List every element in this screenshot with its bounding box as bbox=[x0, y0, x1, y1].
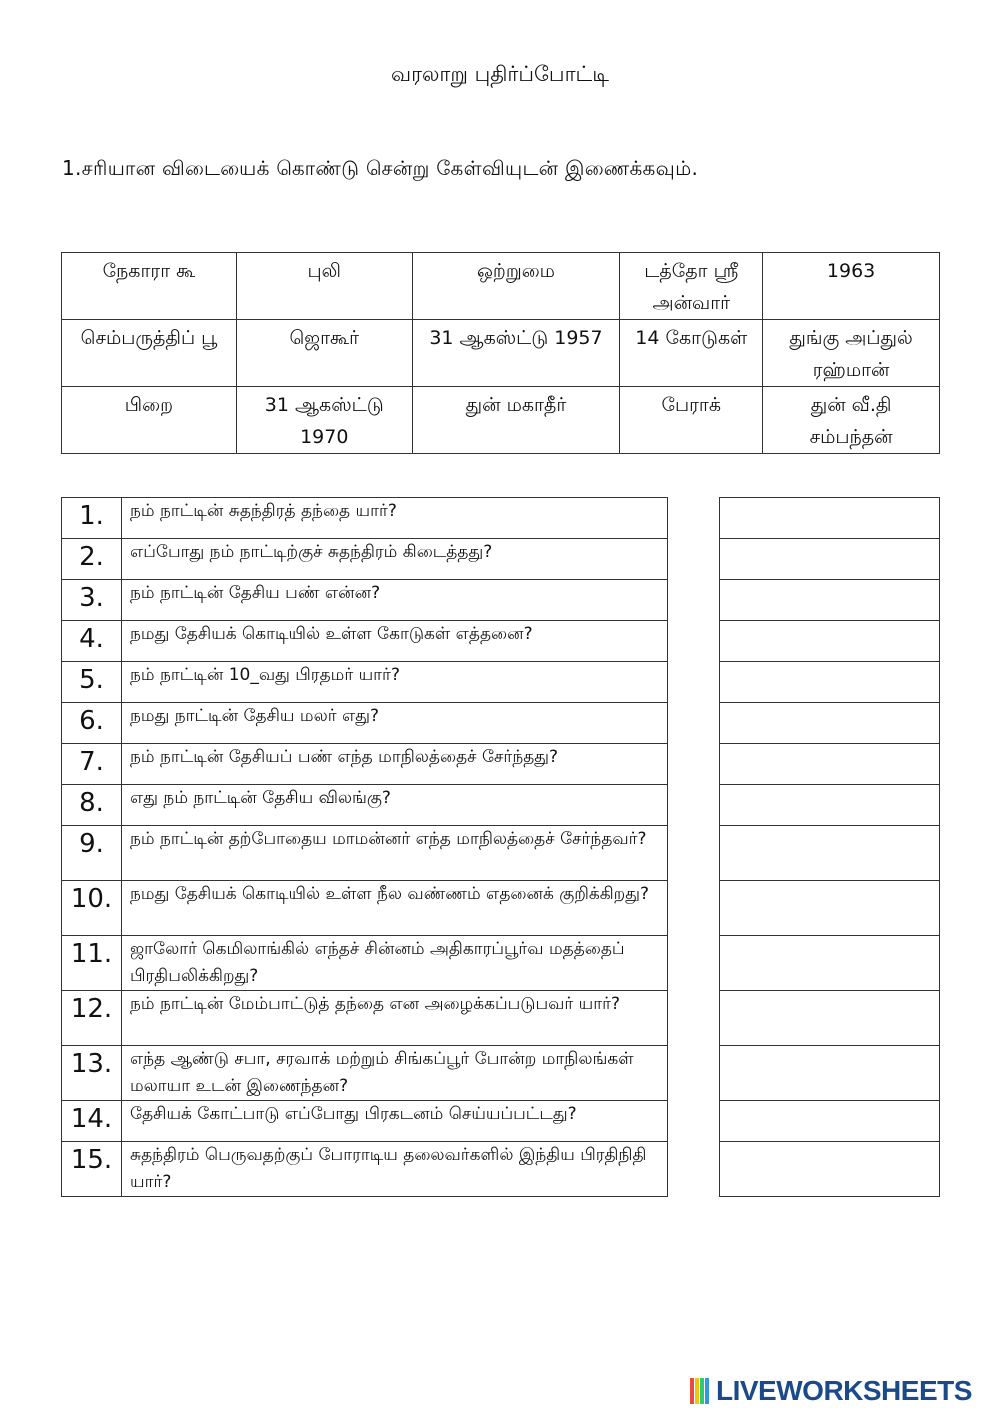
answer-row bbox=[720, 1101, 940, 1142]
answer-drop-box[interactable] bbox=[720, 991, 940, 1046]
answer-row bbox=[720, 539, 940, 580]
question-number: 12. bbox=[62, 991, 122, 1046]
question-row bbox=[62, 826, 668, 881]
answer-row bbox=[720, 662, 940, 703]
options-row bbox=[62, 387, 940, 454]
answer-row bbox=[720, 621, 940, 662]
question-row bbox=[62, 936, 668, 991]
question-row bbox=[62, 539, 668, 580]
liveworksheets-logo bbox=[690, 1376, 972, 1406]
question-text: எந்த ஆண்டு சபா, சரவாக் மற்றும் சிங்கப்பூர் போன்ற மாநிலங்கள் மலாயா உடன் இணைந்தன? bbox=[122, 1046, 668, 1101]
question-text: நம் நாட்டின் தேசியப் பண் எந்த மாநிலத்தைச் சேர்ந்தது? bbox=[122, 744, 668, 785]
answer-drop-box[interactable] bbox=[720, 1101, 940, 1142]
answer-row bbox=[720, 580, 940, 621]
question-number: 2. bbox=[62, 539, 122, 580]
answer-row bbox=[720, 936, 940, 991]
questions-table bbox=[61, 497, 668, 1197]
question-number: 13. bbox=[62, 1046, 122, 1101]
question-row bbox=[62, 785, 668, 826]
answer-row bbox=[720, 881, 940, 936]
question-row bbox=[62, 498, 668, 539]
option-cell[interactable]: 14 கோடுகள் bbox=[620, 320, 763, 387]
question-text: எது நம் நாட்டின் தேசிய விலங்கு? bbox=[122, 785, 668, 826]
answer-drop-box[interactable] bbox=[720, 662, 940, 703]
option-cell[interactable]: 31 ஆகஸ்ட்டு 1970 bbox=[236, 387, 412, 454]
answer-row bbox=[720, 744, 940, 785]
option-cell[interactable]: துன் வீ.தி சம்பந்தன் bbox=[763, 387, 940, 454]
question-row bbox=[62, 580, 668, 621]
answer-boxes-table bbox=[719, 497, 940, 1197]
question-row bbox=[62, 703, 668, 744]
question-row bbox=[62, 881, 668, 936]
question-text: நமது தேசியக் கொடியில் உள்ள நீல வண்ணம் எதனைக் குறிக்கிறது? bbox=[122, 881, 668, 936]
option-cell[interactable]: 31 ஆகஸ்ட்டு 1957 bbox=[412, 320, 620, 387]
answer-drop-box[interactable] bbox=[720, 785, 940, 826]
answer-drop-box[interactable] bbox=[720, 1142, 940, 1197]
question-row bbox=[62, 1046, 668, 1101]
instruction-text: 1.சரியான விடையைக் கொண்டு சென்று கேள்வியுடன் இணைக்கவும். bbox=[62, 156, 699, 180]
answer-drop-box[interactable] bbox=[720, 621, 940, 662]
question-text: நமது தேசியக் கொடியில் உள்ள கோடுகள் எத்தனை? bbox=[122, 621, 668, 662]
worksheet-title: வரலாறு புதிர்ப்போட்டி bbox=[391, 62, 609, 86]
question-number: 11. bbox=[62, 936, 122, 991]
option-cell[interactable]: நேகாரா கூ bbox=[62, 253, 237, 320]
answer-row bbox=[720, 785, 940, 826]
question-number: 4. bbox=[62, 621, 122, 662]
question-row bbox=[62, 991, 668, 1046]
option-cell[interactable]: ஒற்றுமை bbox=[412, 253, 620, 320]
option-cell[interactable]: ஜொகூர் bbox=[236, 320, 412, 387]
question-number: 15. bbox=[62, 1142, 122, 1197]
question-text: நமது நாட்டின் தேசிய மலர் எது? bbox=[122, 703, 668, 744]
question-text: நம் நாட்டின் மேம்பாட்டுத் தந்தை என அழைக்கப்படுபவர் யார்? bbox=[122, 991, 668, 1046]
answer-drop-box[interactable] bbox=[720, 539, 940, 580]
question-number: 7. bbox=[62, 744, 122, 785]
question-text: சுதந்திரம் பெருவதற்குப் போராடிய தலைவர்களில் இந்திய பிரதிநிதி யார்? bbox=[122, 1142, 668, 1197]
question-text: நம் நாட்டின் 10_வது பிரதமர் யார்? bbox=[122, 662, 668, 703]
answer-drop-box[interactable] bbox=[720, 703, 940, 744]
option-cell[interactable]: பிறை bbox=[62, 387, 237, 454]
option-cell[interactable]: டத்தோ ஸ்ரீ அன்வார் bbox=[620, 253, 763, 320]
answer-row bbox=[720, 498, 940, 539]
question-text: நம் நாட்டின் தேசிய பண் என்ன? bbox=[122, 580, 668, 621]
logo-icon bbox=[690, 1378, 712, 1404]
answer-drop-box[interactable] bbox=[720, 881, 940, 936]
question-number: 6. bbox=[62, 703, 122, 744]
answer-drop-box[interactable] bbox=[720, 744, 940, 785]
option-cell[interactable]: துன் மகாதீர் bbox=[412, 387, 620, 454]
question-text: நம் நாட்டின் சுதந்திரத் தந்தை யார்? bbox=[122, 498, 668, 539]
answer-row bbox=[720, 826, 940, 881]
option-cell[interactable]: பேராக் bbox=[620, 387, 763, 454]
question-row bbox=[62, 621, 668, 662]
options-row bbox=[62, 320, 940, 387]
question-text: நம் நாட்டின் தற்போதைய மாமன்னர் எந்த மாநிலத்தைச் சேர்ந்தவர்? bbox=[122, 826, 668, 881]
question-number: 10. bbox=[62, 881, 122, 936]
option-cell[interactable]: துங்கு அப்துல் ரஹ்மான் bbox=[763, 320, 940, 387]
question-number: 3. bbox=[62, 580, 122, 621]
question-row bbox=[62, 1142, 668, 1197]
answer-drop-box[interactable] bbox=[720, 936, 940, 991]
question-number: 9. bbox=[62, 826, 122, 881]
option-cell[interactable]: புலி bbox=[236, 253, 412, 320]
question-number: 14. bbox=[62, 1101, 122, 1142]
question-number: 8. bbox=[62, 785, 122, 826]
answer-drop-box[interactable] bbox=[720, 826, 940, 881]
question-row bbox=[62, 744, 668, 785]
question-row bbox=[62, 662, 668, 703]
answer-drop-box[interactable] bbox=[720, 498, 940, 539]
answer-row bbox=[720, 991, 940, 1046]
options-row bbox=[62, 253, 940, 320]
question-row bbox=[62, 1101, 668, 1142]
question-text: தேசியக் கோட்பாடு எப்போது பிரகடனம் செய்யப்பட்டது? bbox=[122, 1101, 668, 1142]
answer-options-table bbox=[61, 252, 940, 454]
option-cell[interactable]: செம்பருத்திப் பூ bbox=[62, 320, 237, 387]
answer-row bbox=[720, 1142, 940, 1197]
question-text: ஜாலோர் கெமிலாங்கில் எந்தச் சின்னம் அதிகாரப்பூர்வ மதத்தைப் பிரதிபலிக்கிறது? bbox=[122, 936, 668, 991]
answer-drop-box[interactable] bbox=[720, 580, 940, 621]
answer-row bbox=[720, 703, 940, 744]
answer-drop-box[interactable] bbox=[720, 1046, 940, 1101]
question-number: 1. bbox=[62, 498, 122, 539]
logo-text: LIVEWORKSHEETS bbox=[716, 1375, 972, 1406]
answer-row bbox=[720, 1046, 940, 1101]
question-text: எப்போது நம் நாட்டிற்குச் சுதந்திரம் கிடைத்தது? bbox=[122, 539, 668, 580]
option-cell[interactable]: 1963 bbox=[763, 253, 940, 320]
question-number: 5. bbox=[62, 662, 122, 703]
